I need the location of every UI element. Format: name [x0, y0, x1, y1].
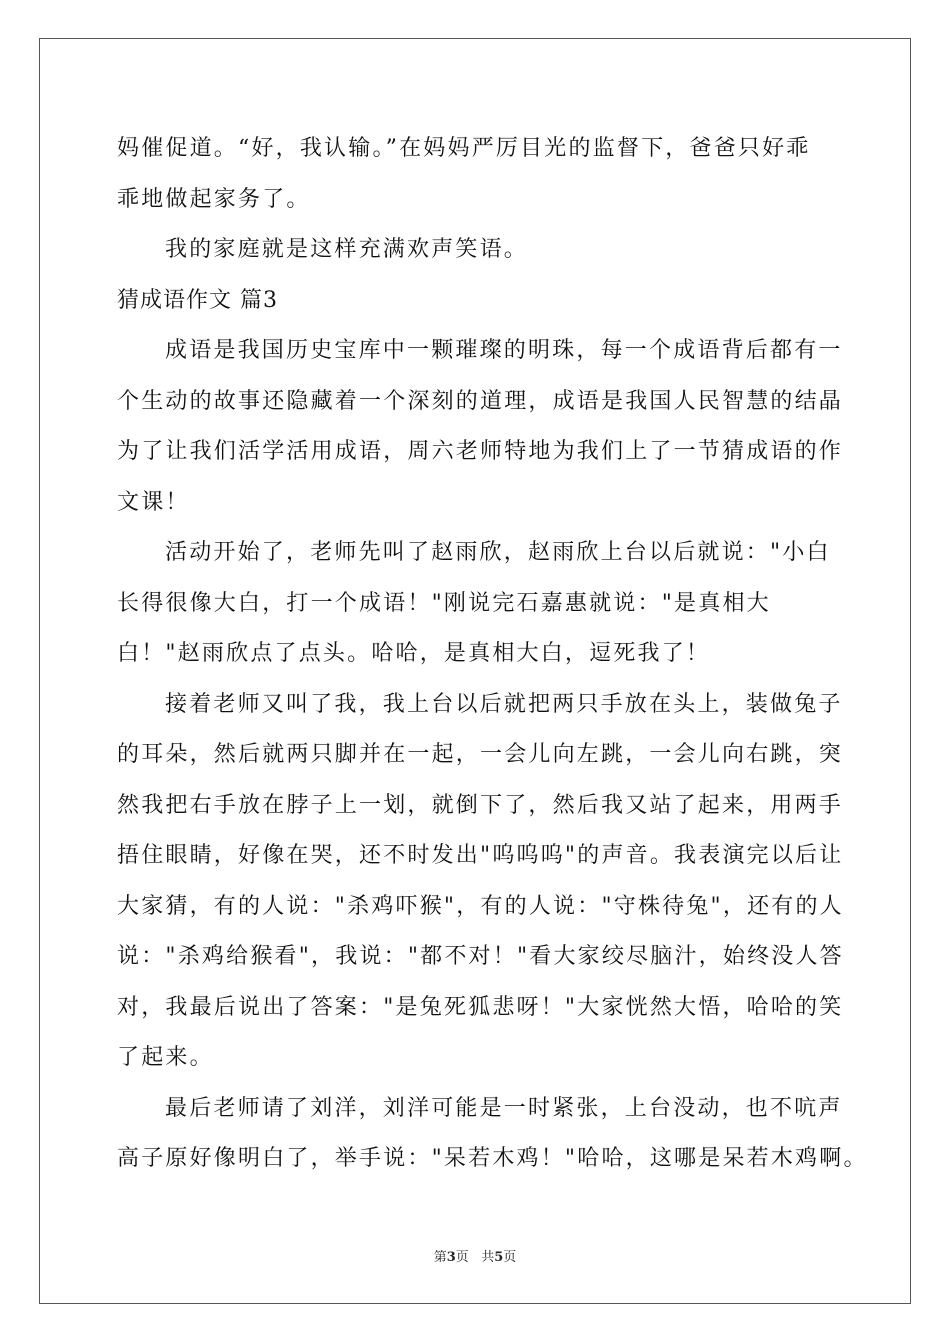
- text-line: 为了让我们活学活用成语，周六老师特地为我们上了一节猜成语的作: [117, 439, 844, 464]
- current-page-number: 3: [446, 1250, 456, 1265]
- text-line: 活动开始了，老师先叫了赵雨欣，赵雨欣上台以后就说："小白: [165, 540, 831, 565]
- footer-mid: 页 共: [455, 1250, 495, 1265]
- text-line: 的耳朵，然后就两只脚并在一起，一会儿向左跳，一会儿向右跳，突: [117, 742, 844, 767]
- footer-suffix: 页: [503, 1250, 517, 1265]
- text-line: 大家猜，有的人说："杀鸡吓猴"，有的人说："守株待兔"，还有的人: [117, 893, 844, 919]
- text-line: 然我把右手放在脖子上一划，就倒下了，然后我又站了起来，用两手: [117, 792, 844, 818]
- text-line: 长得很像大白，打一个成语！"刚说完石嘉惠就说："是真相大: [117, 590, 771, 616]
- text-line: 成语是我国历史宝库中一颗璀璨的明珠，每一个成语背后都有一: [165, 338, 843, 363]
- total-page-count: 5: [494, 1250, 504, 1265]
- text-line: 白！"赵雨欣点了点头。哈哈，是真相大白，逗死我了！: [117, 641, 711, 666]
- text-line: 文课！: [117, 489, 190, 515]
- document-body: [117, 124, 868, 1185]
- page-footer: [0, 1246, 950, 1265]
- text-line: 高子原好像明白了，举手说："呆若木鸡！"哈哈，这哪是呆若木鸡啊。: [117, 1146, 868, 1171]
- text-line: 了起来。: [117, 1045, 214, 1070]
- text-line: 说："杀鸡给猴看"，我说："都不对！"看大家绞尽脑汁，始终没人答: [117, 944, 844, 969]
- text-line: 接着老师又叫了我，我上台以后就把两只手放在头上，装做兔子: [165, 691, 843, 717]
- text-line: 个生动的故事还隐藏着一个深刻的道理，成语是我国人民智慧的结晶: [117, 388, 844, 414]
- section-heading: 猜成语作文 篇3: [117, 287, 278, 313]
- text-line: 对，我最后说出了答案："是兔死狐悲呀！"大家恍然大悟，哈哈的笑: [117, 994, 844, 1020]
- text-line: 最后老师请了刘洋，刘洋可能是一时紧张，上台没动，也不吭声: [165, 1095, 843, 1121]
- text-line: 捂住眼睛，好像在哭，还不时发出"呜呜呜"的声音。我表演完以后让: [117, 843, 844, 868]
- text-line: 乖地做起家务了。: [117, 186, 311, 212]
- text-line: 我的家庭就是这样充满欢声笑语。: [165, 237, 529, 262]
- footer-prefix: 第: [433, 1250, 447, 1265]
- text-line: 妈催促道。“好，我认输。”在妈妈严厉目光的监督下，爸爸只好乖: [117, 136, 811, 161]
